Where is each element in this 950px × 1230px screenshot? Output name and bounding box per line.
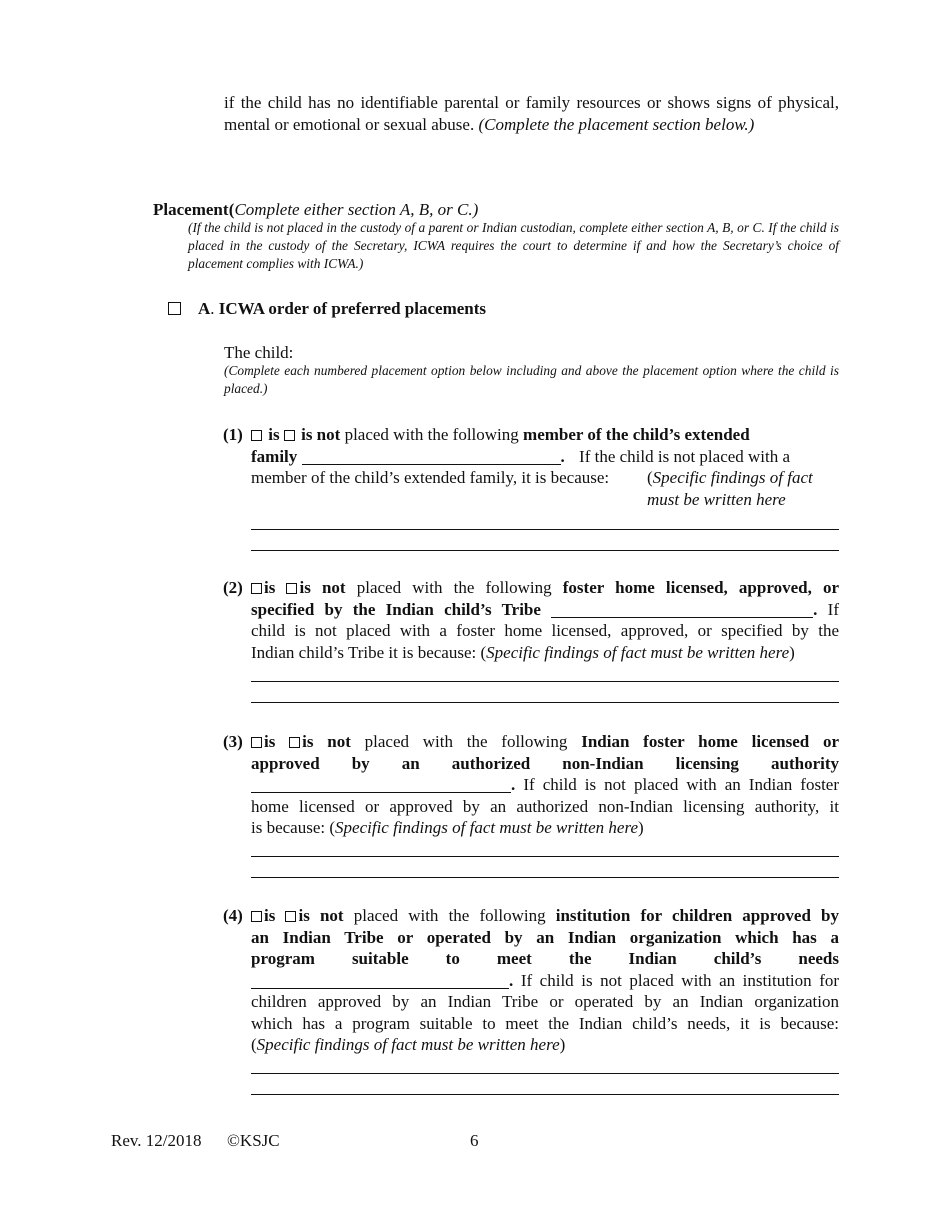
item-1-line-1[interactable] [251,529,839,530]
intro-italic: (Complete the placement section below.) [478,114,755,134]
item-3-name-blank[interactable] [251,778,511,793]
child-note: (Complete each numbered placement option below including and above the placement option where the child is placed.) [224,363,839,396]
placement-heading-label: Placement [153,200,229,219]
footer-page-number: 6 [470,1131,479,1150]
intro-text: if the child has no identifiable parental or family resources or shows signs of physical, mental or emotional or sexual abuse. [224,93,839,134]
item-3-is-not-checkbox[interactable] [289,737,300,748]
item-2-line-1[interactable] [251,681,839,682]
intro-paragraph [224,92,839,135]
section-a-checkbox[interactable] [168,302,181,315]
item-1-is-not-checkbox[interactable] [284,430,295,441]
placement-heading [153,199,853,221]
placement-note: (If the child is not placed in the custody of a parent or Indian custodian, complete either section A, B, or C. If the child is placed in the custody of the Secretary, ICWA requires the court to determine if and how the Secretary’s choice of placement complies with ICWA.) [188,220,839,271]
item-1-is-checkbox[interactable] [251,430,262,441]
section-a-title: ICWA order of preferred placements [218,299,487,318]
footer-rev: Rev. 12/2018 [111,1131,202,1150]
item-4-name-blank[interactable] [251,974,509,989]
item-4-text-cont: children approved by an Indian Tribe or operated by an Indian organization which has a program suitable to meet the Indian child’s needs, it is because: (Specific findings of fact must be written here) [251,992,839,1054]
item-2-num: (2) [223,578,243,597]
item-1-name-blank[interactable] [302,450,561,465]
item-2-is-checkbox[interactable] [251,583,262,594]
item-4-is-not-checkbox[interactable] [285,911,296,922]
item-4-num: (4) [223,906,243,925]
footer-copyright: ©KSJC [227,1131,280,1150]
item-4-line-2[interactable] [251,1094,839,1095]
item-1-findings-end [251,488,839,510]
item-3-num: (3) [223,732,243,751]
item-3-line-1[interactable] [251,856,839,857]
placement-heading-paren: ( [228,200,235,219]
item-1-num: (1) [223,425,243,444]
item-2-is-not-checkbox[interactable] [286,583,297,594]
item-1-line-2[interactable] [251,550,839,551]
item-4-line-1[interactable] [251,1073,839,1074]
item-4-is-checkbox[interactable] [251,911,262,922]
section-a-header [168,298,768,320]
item-2-text: is is not placed with the following foster home licensed, approved, or specified by the Indian child’s Tribe . If child is not placed with a foster home licensed, approved, or specified by the Indian child’s Tribe it is because: (Specific findings of fact must be written here) [251,578,840,662]
item-2-name-blank[interactable] [551,603,813,618]
child-label: The child: [224,343,294,362]
section-a-letter: A [198,299,211,318]
placement-heading-italic: Complete either section A, B, or C.) [234,200,479,219]
item-3-line-2[interactable] [251,877,839,878]
item-1-text: is is not placed with the following member of the child’s extended family . If the child is not placed with a member of the child’s extended family, it is because: (Specific findings of fact must be written here [251,425,813,509]
item-4-text: is is not placed with the following institution for children approved by an Indian Tribe or operated by an Indian organization which has a program suitable to meet the Indian child’s needs . If child is not placed with an institution for [251,906,840,990]
item-2-line-2[interactable] [251,702,839,703]
item-3-is-checkbox[interactable] [251,737,262,748]
section-a-dot: . [210,299,215,318]
item-3-text: is is not placed with the following Indian foster home licensed or approved by an authorized non-Indian licensing authority . If child is not placed with an Indian foster home licensed or approved by an authorized non-Indian licensing authority, it is because: (Specific findings of fact must be written here) [251,732,840,837]
